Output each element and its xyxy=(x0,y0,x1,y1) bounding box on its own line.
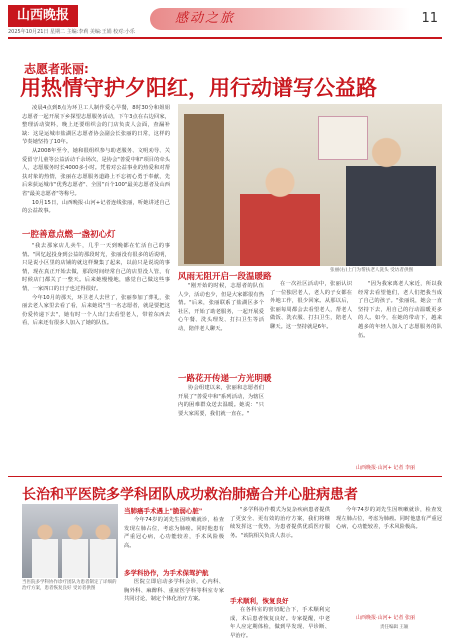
story2-paragraph-2: 医院立即启动多学科会诊，心内科、胸外科、麻醉科、重症医学科等科室专家共同讨论，制定个体化治疗方案。 xyxy=(124,579,224,603)
mid-paragraph-1: "刚开始的时候，志愿者的队伍人少，活动也少，但是大家都很有热情。"后来，张丽联系了盐湖区多个社区，开始了助老服务，一起开展爱心午餐、洗头理发、打扫卫生等活动，陪伴老人聊天。 xyxy=(178,283,264,332)
story2-paragraph-4: "多学科协作模式为复杂疾病患者提供了更安全、更有效的治疗方案，我们将继续发挥这一优势，为患者提供优质医疗服务。"该院相关负责人表示。 xyxy=(230,507,330,539)
subheading-mid-2: 一路花开传递一方光明暖 xyxy=(178,374,272,384)
doctor-figure xyxy=(32,524,58,578)
story2-paragraph-3: 在各科室的密切配合下，手术顺利完成，术后患者恢复良好。专家提醒，中老年人应定期体检，做到早发现、早诊断、早治疗。 xyxy=(230,607,330,639)
main-photo xyxy=(178,104,442,266)
masthead xyxy=(0,0,450,40)
story2-column-3 xyxy=(336,506,442,532)
volunteer-figure xyxy=(346,134,436,266)
story2-column-2 xyxy=(230,506,330,540)
right-paragraph: "因为我家离老人家近，所以我经常去看望他们，老人们把我当成了自己的孩子。"张丽说，她会一直坚持下去，用自己的行动温暖更多的人。如今，在她的带动下，越来越多的年轻人加入了志愿服务的队伍。 xyxy=(358,281,442,339)
mid-column-1b xyxy=(270,280,352,332)
story2-paragraph-1: 今年74岁的刘先生因咳嗽就诊，检查发现左肺占位，考虑为肺癌。同时他患有严重冠心病，心功能较差，手术风险极高。 xyxy=(124,517,224,549)
subheading-left: 一腔善意点燃一盏初心灯 xyxy=(22,230,116,240)
story-byline: 山西晚报·山河+ 记者 李丽 xyxy=(356,465,415,471)
doctor-figure xyxy=(90,524,116,578)
story2-subheading-3: 手术顺利，恢复良好 xyxy=(230,597,289,605)
mid-column-1 xyxy=(178,282,264,334)
story-kicker: 志愿者张丽: xyxy=(24,62,89,76)
story2-column-1 xyxy=(124,516,224,550)
mid-column-2 xyxy=(178,384,264,418)
page-number: 11 xyxy=(421,11,438,26)
mid-paragraph-2: 协会组建以来，张丽和志愿者们开展了"善爱中和"系列活动，为辖区内的困难群众送去温暖。她说："只要大家需要，我们就一直在。" xyxy=(178,385,264,417)
intro-paragraph-2: 从2008年至今，她和很组织参与助老服务、文明劝导、关爱留守儿童等公益活动千余场次，是协会"善爱中和"项目的牵头人，志愿服务时长4000多小时。凭着对公益事业的热爱和对帮扶对象的热情，张丽在志愿服务道路上不忘初心勇于奉献，先后荣获运城市"优秀志愿者"、全国"百个100"最美志愿者及山西省"最美志愿者"等称号。 xyxy=(22,147,170,197)
story-headline: 用热情守护夕阳红，用行动谱写公益路 xyxy=(20,76,377,100)
left-column xyxy=(22,242,170,328)
story2-column-1b xyxy=(124,578,224,604)
left-paragraph: "我去那家店儿卖牛，几乎一天到晚都在忙活自己的事情。"回忆起投身到公益的那段时光，张丽没有很多的话说明，只是说小区里的店铺的就这样聚集了起来，以前只是说说的事情，现在真正开始去做，那段时间经常自己的店里没人管，有时候店门都关了一整天。后来她慢慢地，感觉自己做这些事情，一家四口的日子也过得很好。 xyxy=(22,243,170,292)
intro-block xyxy=(22,104,170,216)
intro-paragraph: 凌晨4点到8点为环卫工人制作爱心早餐，8时30分和姐姐志愿者一起开展下乡探望志愿服务活动，下午3点在右边回家，整理活动资料，晚上还要组织会的门店负责人会面，查漏补缺：这是运城市盐湖区志愿者协会副会长张丽的日常，这样的节奏她坚持了10年。 xyxy=(22,105,170,146)
newspaper-logo: 山西晚报 xyxy=(8,5,78,27)
mid-rule xyxy=(8,476,442,477)
left-paragraph-2: 今年10月的那天，环卫老人去世了，张丽参加了葬礼，张丽去老人家里去看了看，后来她说"当一名志愿者，就是要把这份爱传递下去"，她有时一个人出门去看望老人，带着东西去看，后来还有很多人加入了她的队伍。 xyxy=(22,294,170,327)
doctor-figure xyxy=(62,524,88,578)
editor-credit: 责任编辑 王颖 xyxy=(380,625,409,630)
date-line: 2025年10月21日 星期二 主编:李莉 美编:王娟 校对:小乐 xyxy=(8,29,135,35)
mid-paragraph-1b: 在一次社区活动中，张丽认识了一位独居老人，老人的子女都在外地工作，很少回家。从那以后，张丽每周都会去看望老人，帮老人做饭、洗衣服、打扫卫生，陪老人聊天。这一坚持就是6年。 xyxy=(270,281,352,330)
story2-photo xyxy=(22,504,118,578)
top-rule xyxy=(8,37,442,39)
story2-byline: 山西晚报·山河+ 记者 张丽 xyxy=(356,615,415,621)
story2-headline: 长治和平医院多学科团队成功救治肺癌合并心脏病患者 xyxy=(22,487,358,503)
story2-paragraph-1-cont: 今年74岁的刘先生因咳嗽就诊，检查发现左肺占位，考虑为肺癌。同时他患有严重冠心病，心功能较差，手术风险极高。 xyxy=(336,507,442,531)
elderly-woman-figure xyxy=(240,164,320,266)
main-photo-caption: 张丽(右)上门为帮扶老人洗头 受访者供图 xyxy=(330,268,414,273)
intro-paragraph-3: 10月15日，山西晚报·山河+记者连线张丽，听她讲述自己的公益故事。 xyxy=(22,199,170,215)
right-column xyxy=(358,280,442,340)
subheading-mid-1: 风雨无阻开启一段温暖路 xyxy=(178,272,272,282)
story2-subheading-2: 多学科协作，为手术保驾护航 xyxy=(124,569,209,577)
story2-subheading-1: 当肺癌手术遇上"脆弱心脏" xyxy=(124,507,203,515)
section-title: 感动之旅 xyxy=(175,11,236,26)
story2-photo-caption: 当医院多学科协作诊疗团队为患者制定了详细的治疗方案，患者恢复良好 受访者供图 xyxy=(22,580,117,591)
story2-column-2b xyxy=(230,606,330,640)
